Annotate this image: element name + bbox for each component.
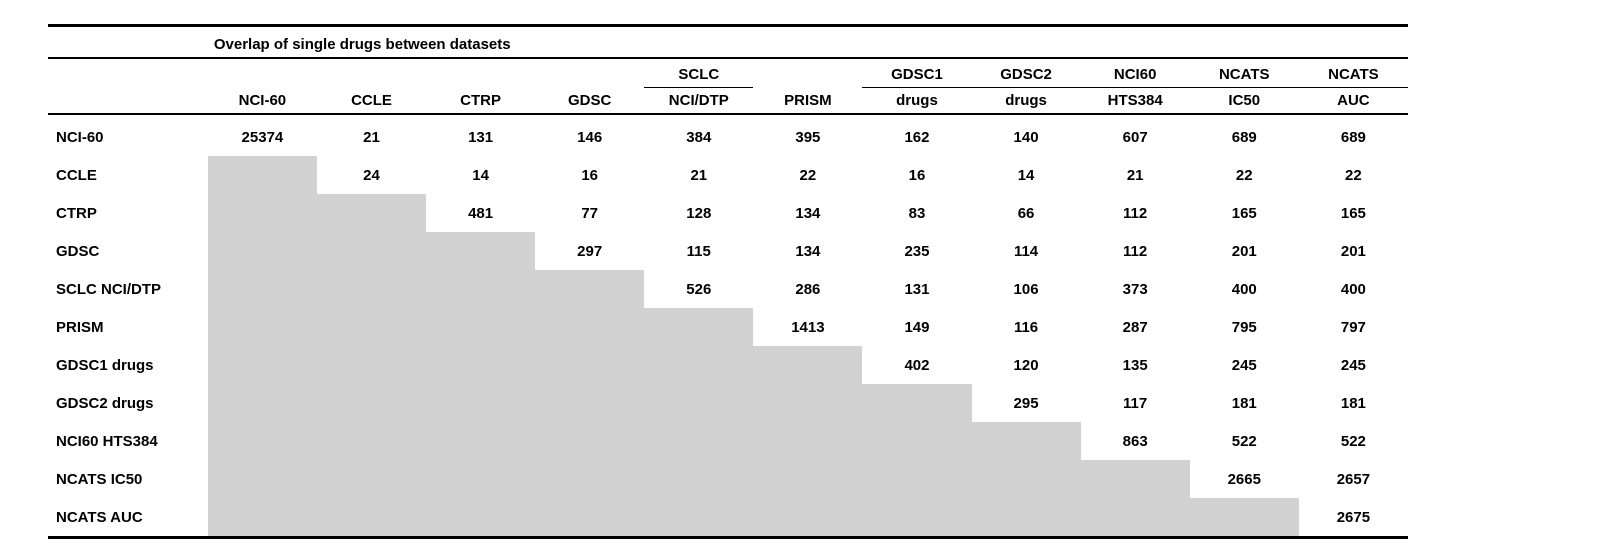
column-header-upper-4: SCLC	[644, 62, 753, 88]
column-header-lower-6: drugs	[896, 92, 938, 109]
table-row	[48, 232, 1408, 270]
value-cell: 286	[795, 280, 821, 298]
shaded-cell	[426, 460, 535, 498]
value-cell: 481	[468, 204, 494, 222]
row-label: NCI-60	[56, 128, 104, 146]
row-label: CTRP	[56, 204, 97, 222]
shaded-cell	[644, 346, 753, 384]
header-corner-lower	[48, 88, 208, 115]
shaded-cell	[208, 156, 317, 194]
table-row	[48, 346, 1408, 384]
value-cell: 295	[1013, 394, 1039, 412]
column-header-lower-3: GDSC	[568, 91, 612, 109]
value-cell: 181	[1340, 394, 1366, 412]
value-cell: 373	[1122, 280, 1148, 298]
value-cell: 522	[1340, 432, 1366, 450]
value-cell: 149	[904, 318, 930, 336]
value-cell: 395	[795, 128, 821, 146]
shaded-cell	[208, 194, 317, 232]
overlap-table-container	[48, 24, 1408, 543]
shaded-cell	[753, 460, 862, 498]
value-cell: 526	[686, 280, 712, 298]
shaded-cell	[317, 460, 426, 498]
value-cell: 2657	[1336, 470, 1371, 488]
value-cell: 116	[1013, 318, 1039, 336]
shaded-cell	[317, 498, 426, 538]
bottom-rule	[48, 538, 1408, 544]
value-cell: 245	[1340, 356, 1366, 374]
value-cell: 689	[1340, 128, 1366, 146]
shaded-cell	[208, 346, 317, 384]
value-cell: 165	[1340, 204, 1366, 222]
shaded-cell	[426, 422, 535, 460]
shaded-cell	[317, 308, 426, 346]
table-row	[48, 156, 1408, 194]
column-header-upper-1	[317, 62, 426, 88]
column-header-lower-7: drugs	[1005, 92, 1047, 109]
column-header-lower-5: PRISM	[784, 91, 832, 109]
header-corner	[48, 62, 208, 88]
shaded-cell	[426, 384, 535, 422]
shaded-cell	[317, 422, 426, 460]
shaded-cell	[535, 346, 644, 384]
column-header-upper-3	[535, 62, 644, 88]
shaded-cell	[208, 498, 317, 538]
shaded-cell	[1081, 460, 1190, 498]
table-row	[48, 498, 1408, 538]
shaded-cell	[208, 308, 317, 346]
value-cell: 83	[908, 204, 926, 222]
caption-spacer	[48, 31, 208, 58]
column-header-upper-6: GDSC1	[862, 62, 971, 88]
value-cell: 522	[1231, 432, 1257, 450]
value-cell: 797	[1340, 318, 1366, 336]
column-header-upper-7: GDSC2	[972, 62, 1081, 88]
shaded-cell	[862, 422, 971, 460]
value-cell: 112	[1123, 204, 1148, 222]
value-cell: 201	[1231, 242, 1257, 260]
column-header-lower-1: CCLE	[351, 91, 392, 109]
shaded-cell	[535, 422, 644, 460]
shaded-cell	[644, 422, 753, 460]
table-caption: Overlap of single drugs between datasets	[213, 35, 511, 53]
value-cell: 1413	[791, 318, 825, 336]
shaded-cell	[317, 384, 426, 422]
shaded-cell	[317, 346, 426, 384]
row-label: PRISM	[56, 318, 104, 336]
table-row	[48, 460, 1408, 498]
shaded-cell	[317, 270, 426, 308]
shaded-cell	[535, 308, 644, 346]
value-cell: 162	[904, 128, 930, 146]
value-cell: 689	[1231, 128, 1257, 146]
value-cell: 297	[577, 242, 603, 260]
table-row	[48, 308, 1408, 346]
row-label: SCLC NCI/DTP	[56, 280, 161, 298]
shaded-cell	[426, 270, 535, 308]
value-cell: 131	[904, 280, 930, 298]
value-cell: 235	[904, 242, 930, 260]
shaded-cell	[644, 498, 753, 538]
value-cell: 400	[1340, 280, 1366, 298]
value-cell: 14	[1017, 166, 1035, 184]
table-row	[48, 270, 1408, 308]
shaded-cell	[753, 422, 862, 460]
table-body	[48, 26, 1408, 544]
row-label: CCLE	[56, 166, 97, 184]
shaded-cell	[862, 384, 971, 422]
value-cell: 77	[581, 204, 599, 222]
value-cell: 146	[577, 128, 603, 146]
column-header-lower-8: HTS384	[1107, 92, 1163, 109]
value-cell: 607	[1122, 128, 1148, 146]
shaded-cell	[753, 384, 862, 422]
shaded-cell	[753, 346, 862, 384]
table-row	[48, 384, 1408, 422]
header-row-lower	[48, 88, 1408, 115]
value-cell: 25374	[241, 128, 284, 146]
drug-overlap-table	[48, 24, 1408, 543]
value-cell: 16	[908, 166, 926, 184]
value-cell: 117	[1123, 394, 1148, 412]
value-cell: 22	[1345, 166, 1362, 184]
table-row	[48, 194, 1408, 232]
value-cell: 795	[1231, 318, 1257, 336]
column-header-upper-10: NCATS	[1299, 62, 1408, 88]
shaded-cell	[317, 232, 426, 270]
table-row	[48, 422, 1408, 460]
header-row-upper	[48, 62, 1408, 88]
value-cell: 135	[1122, 356, 1148, 374]
shaded-cell	[208, 422, 317, 460]
shaded-cell	[753, 498, 862, 538]
column-header-upper-2	[426, 62, 535, 88]
row-label: NCATS AUC	[56, 508, 143, 526]
value-cell: 134	[795, 242, 821, 260]
value-cell: 24	[363, 166, 380, 184]
column-header-upper-0	[208, 62, 317, 88]
shaded-cell	[972, 498, 1081, 538]
row-label: GDSC2 drugs	[56, 394, 154, 412]
value-cell: 402	[904, 356, 930, 374]
shaded-cell	[426, 308, 535, 346]
row-label: GDSC	[56, 242, 100, 260]
shaded-cell	[644, 384, 753, 422]
value-cell: 201	[1340, 242, 1366, 260]
rule	[48, 538, 1408, 544]
column-header-lower-2: CTRP	[460, 91, 502, 109]
column-header-lower-4: NCI/DTP	[668, 92, 729, 109]
value-cell: 22	[799, 166, 817, 184]
value-cell: 140	[1013, 128, 1039, 146]
row-label: NCI60 HTS384	[56, 432, 158, 450]
value-cell: 16	[581, 166, 599, 184]
value-cell: 115	[686, 242, 711, 260]
shaded-cell	[317, 194, 426, 232]
value-cell: 106	[1013, 280, 1039, 298]
value-cell: 128	[686, 204, 712, 222]
shaded-cell	[972, 422, 1081, 460]
shaded-cell	[644, 460, 753, 498]
value-cell: 384	[686, 128, 712, 146]
shaded-cell	[426, 498, 535, 538]
value-cell: 131	[468, 128, 494, 146]
column-header-upper-5	[753, 62, 862, 88]
row-label: NCATS IC50	[56, 470, 143, 488]
column-header-lower-9: IC50	[1228, 92, 1261, 109]
shaded-cell	[426, 346, 535, 384]
value-cell: 165	[1231, 204, 1257, 222]
value-cell: 21	[690, 166, 708, 184]
column-header-upper-9: NCATS	[1190, 62, 1299, 88]
shaded-cell	[535, 498, 644, 538]
value-cell: 112	[1123, 242, 1148, 260]
table-row	[48, 118, 1408, 156]
shaded-cell	[644, 308, 753, 346]
value-cell: 2675	[1336, 508, 1371, 526]
value-cell: 863	[1122, 432, 1148, 450]
caption-row	[48, 31, 1408, 58]
shaded-cell	[535, 384, 644, 422]
value-cell: 181	[1231, 394, 1257, 412]
column-header-lower-10: AUC	[1337, 92, 1370, 109]
shaded-cell	[208, 232, 317, 270]
value-cell: 120	[1013, 356, 1039, 374]
shaded-cell	[862, 498, 971, 538]
column-header-upper-8: NCI60	[1081, 62, 1190, 88]
value-cell: 21	[1126, 166, 1144, 184]
shaded-cell	[208, 384, 317, 422]
value-cell: 400	[1231, 280, 1257, 298]
value-cell: 21	[363, 128, 380, 146]
value-cell: 66	[1017, 204, 1035, 222]
shaded-cell	[972, 460, 1081, 498]
value-cell: 14	[472, 166, 489, 184]
value-cell: 245	[1231, 356, 1257, 374]
value-cell: 2665	[1227, 470, 1261, 488]
value-cell: 22	[1235, 166, 1253, 184]
shaded-cell	[862, 460, 971, 498]
shaded-cell	[535, 270, 644, 308]
value-cell: 287	[1122, 318, 1148, 336]
value-cell: 114	[1013, 242, 1039, 260]
shaded-cell	[426, 232, 535, 270]
shaded-cell	[208, 270, 317, 308]
shaded-cell	[1081, 498, 1190, 538]
value-cell: 134	[795, 204, 821, 222]
shaded-cell	[208, 460, 317, 498]
row-label: GDSC1 drugs	[56, 356, 154, 374]
column-header-lower-0: NCI-60	[238, 91, 287, 109]
shaded-cell	[535, 460, 644, 498]
shaded-cell	[1190, 498, 1299, 538]
